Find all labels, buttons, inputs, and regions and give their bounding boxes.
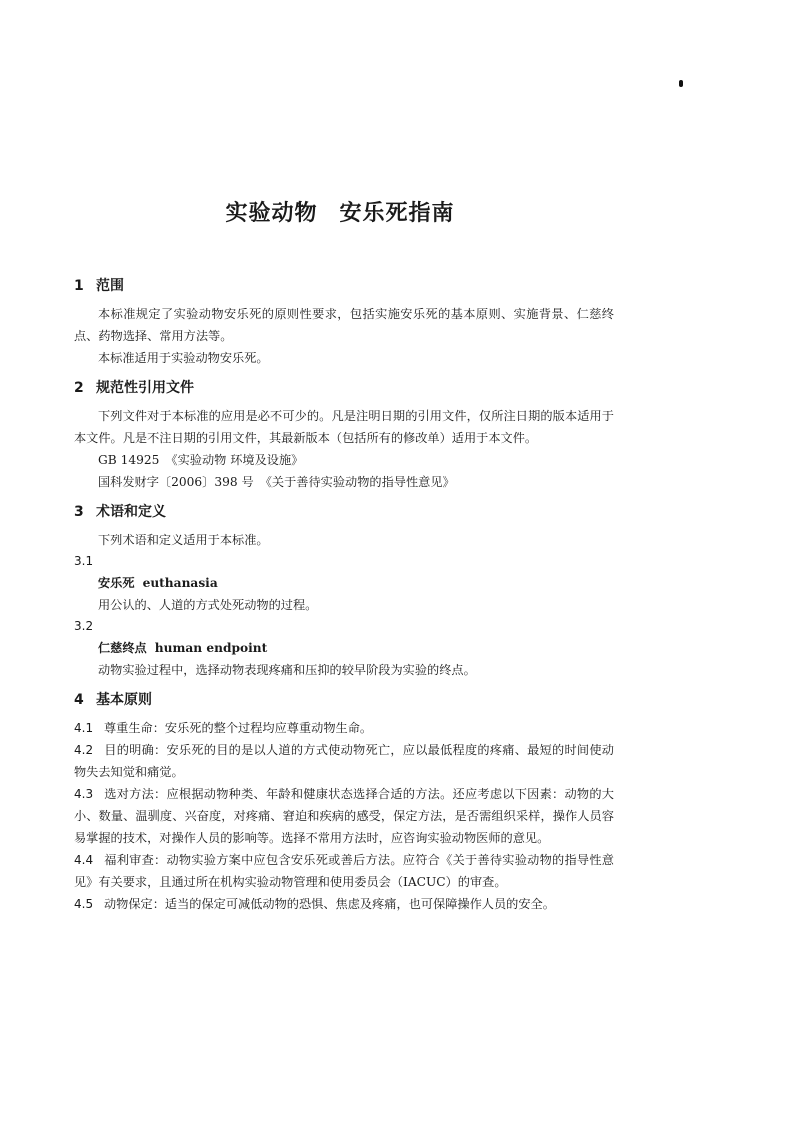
term-definition: 用公认的、人道的方式处死动物的过程。 — [98, 598, 318, 612]
clause-text: 尊重生命：安乐死的整个过程均应尊重动物生命。 — [104, 721, 373, 735]
clause-4-5 — [74, 893, 614, 915]
clause-4-3 — [74, 783, 614, 849]
clause-4-1 — [74, 717, 614, 739]
clause-text: 选对方法：应根据动物种类、年龄和健康状态选择合适的方法。还应考虑以下因素：动物的大小、数量、温驯度、兴奋度，对疼痛、窘迫和疾病的感受，保定方法，是否需组织采样，操作人员容易掌握的技术，对操作人员的影响等。选择不常用方法时，应咨询实验动物医师的意见。 — [74, 787, 614, 845]
clause-number: 4.3 — [74, 787, 94, 801]
section-title: 范围 — [96, 278, 124, 294]
section-1-heading — [74, 275, 614, 297]
term-name-en: human endpoint — [154, 641, 268, 655]
section-number: 1 — [74, 278, 84, 294]
term-name-en: euthanasia — [142, 576, 218, 590]
term-number: 3.1 — [74, 554, 94, 568]
scan-mark — [679, 80, 683, 87]
clause-4-2 — [74, 739, 614, 783]
section-title: 规范性引用文件 — [96, 380, 194, 396]
title-part-2: 安乐死指南 — [339, 201, 455, 226]
section-title: 术语和定义 — [96, 504, 166, 520]
clause-4-4 — [74, 849, 614, 893]
paragraph: 下列文件对于本标准的应用是必不可少的。凡是注明日期的引用文件，仅所注日期的版本适用于本文件。凡是不注日期的引用文件，其最新版本（包括所有的修改单）适用于本文件。 — [74, 409, 614, 445]
clause-number: 4.5 — [74, 897, 94, 911]
term-name-cn: 安乐死 — [98, 576, 135, 590]
clause-text: 福利审查：动物实验方案中应包含安乐死或善后方法。应符合《关于善待实验动物的指导性意见》有关要求，且通过所在机构实验动物管理和使用委员会（IACUC）的审查。 — [74, 853, 614, 889]
reference-item: GB 14925 《实验动物 环境及设施》 — [98, 453, 304, 467]
section-number: 4 — [74, 692, 84, 708]
section-number: 3 — [74, 504, 84, 520]
term-name — [74, 637, 614, 659]
paragraph: 下列术语和定义适用于本标准。 — [98, 533, 269, 547]
title-part-1: 实验动物 — [225, 201, 318, 226]
paragraph: 本标准适用于实验动物安乐死。 — [98, 351, 269, 365]
term-definition: 动物实验过程中，选择动物表现疼痛和压抑的较早阶段为实验的终点。 — [98, 663, 476, 677]
reference-item: 国科发财字〔2006〕398 号 《关于善待实验动物的指导性意见》 — [98, 475, 455, 489]
page-title — [0, 196, 680, 227]
section-2-heading — [74, 377, 614, 399]
clause-number: 4.4 — [74, 853, 94, 867]
paragraph: 本标准规定了实验动物安乐死的原则性要求，包括实施安乐死的基本原则、实施背景、仁慈终点、药物选择、常用方法等。 — [74, 307, 614, 343]
term-name — [74, 572, 614, 594]
term-name-cn: 仁慈终点 — [98, 641, 147, 655]
clause-number: 4.1 — [74, 721, 94, 735]
document-body — [74, 275, 614, 915]
term-number: 3.2 — [74, 619, 94, 633]
section-4-heading — [74, 689, 614, 711]
section-title: 基本原则 — [96, 692, 152, 708]
section-number: 2 — [74, 380, 84, 396]
clause-number: 4.2 — [74, 743, 94, 757]
clause-text: 目的明确：安乐死的目的是以人道的方式使动物死亡，应以最低程度的疼痛、最短的时间使动物失去知觉和痛觉。 — [74, 743, 614, 779]
section-3-heading — [74, 501, 614, 523]
clause-text: 动物保定：适当的保定可减低动物的恐惧、焦虑及疼痛，也可保障操作人员的安全。 — [104, 897, 555, 911]
